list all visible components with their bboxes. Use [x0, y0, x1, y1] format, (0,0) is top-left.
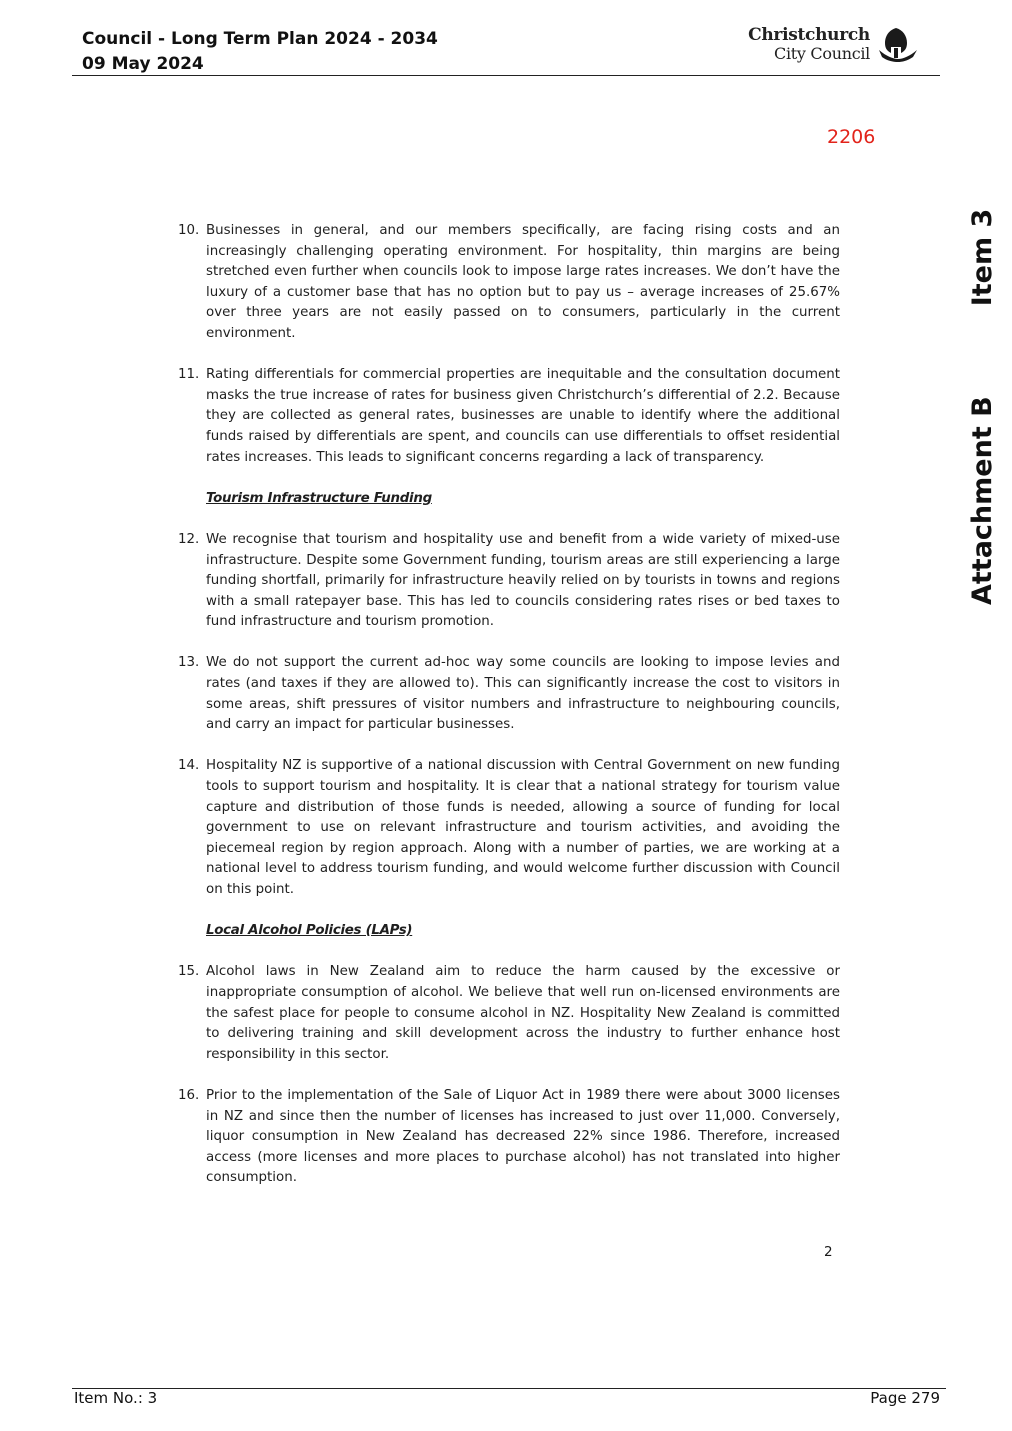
header-plan-title: Council - Long Term Plan 2024 - 2034 [82, 29, 438, 49]
attachment-label: Attachment B [966, 396, 998, 605]
paragraph-text: Rating differentials for commercial properties are inequitable and the consultation document masks the true increase of rates for business given Christchurch’s differential of 2.2. Because they are collected as general rates, businesses are unable to identify where the additional funds raised by differentials are spent, and councils can use differentials to offset residential rates increases. This leads to significant concerns regarding a lack of transparency. [206, 367, 840, 465]
paragraph-text: We recognise that tourism and hospitality use and benefit from a wide variety of mixed-use infrastructure. Despite some Government funding, tourism areas are still experiencing a large funding shortfall, primarily for infrastructure heavily relied on by tourists in towns and regions with a small ratepayer base. This has led to councils considering rates rises or bed taxes to fund infrastructure and tourism promotion. [206, 531, 840, 630]
numbered-paragraph [178, 365, 840, 468]
numbered-paragraph [178, 756, 840, 900]
paragraph-number: 10. [178, 223, 200, 238]
logo-line-1: Christchurch [748, 25, 870, 45]
reference-number: 2206 [827, 126, 876, 148]
header-date: 09 May 2024 [82, 54, 204, 74]
document-body [178, 221, 840, 1210]
side-tab [958, 175, 1006, 605]
logo-line-2: City Council [774, 44, 870, 63]
document-header-title [82, 27, 438, 77]
paragraph-number: 15. [178, 964, 200, 980]
numbered-paragraph [178, 1086, 840, 1189]
paragraph-text: We do not support the current ad-hoc way some councils are looking to impose levies and rates (and taxes if they are allowed to). This can significantly increase the cost to visitors in some areas, shift pressures of visitor numbers and infrastructure to neighbouring councils, and carry an impact for particular businesses. [206, 655, 840, 733]
paragraph-text: Alcohol laws in New Zealand aim to reduce the harm caused by the excessive or inappropriate consumption of alcohol. We believe that well run on-licensed environments are the safest place for people to consume alcohol in NZ. Hospitality New Zealand is committed to delivering training and skill development across the industry to further enhance host responsibility in this sector. [206, 964, 840, 1062]
numbered-paragraph [178, 962, 840, 1065]
header-divider [72, 75, 940, 76]
section-heading-tourism: Tourism Infrastructure Funding [206, 490, 432, 506]
paragraph-number: 11. [178, 367, 200, 383]
numbered-paragraph [178, 653, 840, 735]
item-label: Item 3 [966, 208, 998, 307]
paragraph-number: 14. [178, 758, 200, 774]
footer-divider [72, 1388, 946, 1389]
paragraph-number: 16. [178, 1087, 200, 1103]
paragraph-text: Hospitality NZ is supportive of a national discussion with Central Government on new funding tools to support tourism and hospitality. It is clear that a national strategy for tourism value capture and distribution of those funds is needed, allowing a source of funding for local government to use on relevant infrastructure and tourism activities, and avoiding the piecemeal region by region approach. Along with a number of parties, we are working at a national level to address tourism funding, and would welcome further discussion with Council on this point. [206, 758, 840, 897]
footer-page-number: Page 279 [870, 1389, 940, 1407]
numbered-paragraph [178, 530, 840, 633]
document-page-number: 2 [824, 1244, 833, 1260]
paragraph-text: Businesses in general, and our members specifically, are facing rising costs and an increasingly challenging operating environment. For hospitality, thin margins are being stretched even further when councils look to impose large rates increases. We don’t have the luxury of a customer base that has no option but to pay us – average increases of 25.67% over three years are not easily passed on to consumers, particularly in the current environment. [206, 223, 840, 341]
section-heading-alcohol: Local Alcohol Policies (LAPs) [206, 923, 413, 939]
paragraph-text: Prior to the implementation of the Sale of Liquor Act in 1989 there were about 3000 licenses in NZ and since then the number of licenses has increased to just over 11,000. Conversely, liquor consumption in New Zealand has decreased 22% since 1986. Therefore, increased access (more licenses and more places to purchase alcohol) has not translated into higher consumption. [206, 1087, 840, 1186]
paragraph-number: 13. [178, 655, 200, 671]
paragraph-number: 12. [178, 531, 200, 547]
numbered-paragraph [178, 221, 840, 345]
council-emblem-icon [876, 26, 922, 64]
christchurch-city-council-logo [744, 26, 922, 66]
footer-item-number: Item No.: 3 [74, 1389, 158, 1407]
